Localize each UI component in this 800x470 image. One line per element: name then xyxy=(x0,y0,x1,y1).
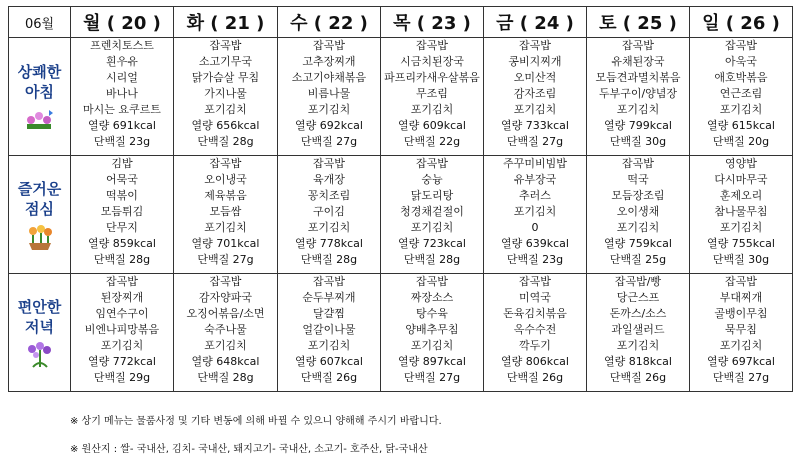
menu-item: 꽁치조림 xyxy=(307,189,351,202)
calorie-info: 열량 639kcal xyxy=(501,237,569,250)
menu-item: 닭도리탕 xyxy=(410,189,454,202)
meal-name-line1: 즐거운 xyxy=(17,179,62,198)
menu-item: 파프리카새우살볶음 xyxy=(384,71,480,84)
menu-item: 시리얼 xyxy=(106,71,138,84)
meal-label-breakfast xyxy=(9,38,71,156)
protein-info: 단백질 27g xyxy=(506,135,564,148)
header-row xyxy=(9,7,793,38)
protein-info: 단백질 27g xyxy=(403,371,461,384)
menu-item: 두부구이/양념장 xyxy=(598,87,678,100)
day-header-fri: 금 ( 24 ) xyxy=(484,7,587,38)
protein-info: 단백질 28g xyxy=(403,253,461,266)
menu-item: 주꾸미비빔밥 xyxy=(503,157,567,170)
calorie-info: 열량 778kcal xyxy=(295,237,363,250)
menu-item: 연근조림 xyxy=(719,87,763,100)
menu-item: 포기김치 xyxy=(513,205,557,218)
menu-item: 잡곡밥 xyxy=(209,39,242,52)
calorie-info: 열량 697kcal xyxy=(707,355,775,368)
menu-item: 마시는 요쿠르트 xyxy=(83,103,161,116)
menu-item: 탕수육 xyxy=(416,307,448,320)
protein-info: 단백질 28g xyxy=(197,371,254,384)
menu-cell-lunch-thu xyxy=(381,156,484,274)
menu-item: 닭가슴살 무침 xyxy=(191,71,260,84)
menu-item: 어묵국 xyxy=(106,173,138,186)
menu-item: 모듬쌈 xyxy=(209,205,242,218)
menu-item: 포기김치 xyxy=(410,103,454,116)
weekly-menu-table xyxy=(8,6,793,392)
menu-item: 포기김치 xyxy=(719,221,763,234)
menu-item: 흰우유 xyxy=(106,55,138,68)
menu-item: 단무지 xyxy=(106,221,138,234)
menu-item: 애호박볶음 xyxy=(714,71,768,84)
menu-cell-dinner-sun xyxy=(690,274,793,392)
meal-name-line2: 아침 xyxy=(25,82,54,101)
month-label: 06월 xyxy=(9,7,71,38)
menu-item: 포기김치 xyxy=(307,221,351,234)
menu-item: 얼갈이나물 xyxy=(302,323,356,336)
menu-item: 오징어볶음/소면 xyxy=(186,307,265,320)
meal-name-line2: 저녁 xyxy=(25,317,54,336)
menu-item: 모듬견과멸치볶음 xyxy=(595,71,681,84)
menu-item: 참나물무침 xyxy=(714,205,768,218)
note-origin: ※ 원산지 : 쌀- 국내산, 김치- 국내산, 돼지고기- 국내산, 소고기- 호주산, 닭-국내산 xyxy=(70,444,428,455)
menu-item: 잡곡밥 xyxy=(209,275,242,288)
menu-item: 임연수구이 xyxy=(95,307,149,320)
calorie-info: 열량 897kcal xyxy=(398,355,466,368)
menu-item: 오미산적 xyxy=(513,71,557,84)
menu-item: 숭늉 xyxy=(421,173,443,186)
menu-item: 감자조림 xyxy=(513,87,557,100)
menu-item: 무조림 xyxy=(416,87,448,100)
menu-item: 순두부찌개 xyxy=(302,291,356,304)
menu-item: 잡곡밥/빵 xyxy=(614,275,662,288)
menu-cell-breakfast-sun xyxy=(690,38,793,156)
menu-cell-dinner-mon xyxy=(71,274,174,392)
menu-item: 포기김치 xyxy=(204,221,247,234)
day-header-thu: 목 ( 23 ) xyxy=(381,7,484,38)
protein-info: 단백질 22g xyxy=(403,135,461,148)
protein-info: 단백질 28g xyxy=(197,135,254,148)
meal-row-dinner xyxy=(9,274,793,392)
day-header-wed: 수 ( 22 ) xyxy=(278,7,381,38)
day-header-tue: 화 ( 21 ) xyxy=(174,7,278,38)
menu-cell-dinner-thu xyxy=(381,274,484,392)
menu-item: 비름나물 xyxy=(307,87,351,100)
protein-info: 단백질 26g xyxy=(300,371,358,384)
menu-cell-breakfast-sat xyxy=(587,38,690,156)
menu-item: 당근스프 xyxy=(616,291,660,304)
menu-item: 콩비지찌개 xyxy=(508,55,562,68)
menu-item: 오이냉국 xyxy=(204,173,247,186)
menu-item: 포기김치 xyxy=(410,221,454,234)
menu-item: 프렌치토스트 xyxy=(90,39,154,52)
menu-item: 추러스 xyxy=(519,189,551,202)
menu-cell-lunch-wed xyxy=(278,156,381,274)
calorie-info: 열량 701kcal xyxy=(191,237,260,250)
protein-info: 단백질 20g xyxy=(712,135,770,148)
menu-item: 숙주나물 xyxy=(204,323,247,336)
meal-label-lunch xyxy=(9,156,71,274)
menu-item: 구이김 xyxy=(313,205,345,218)
menu-item: 청경채겉절이 xyxy=(400,205,464,218)
menu-item: 포기김치 xyxy=(719,339,763,352)
calorie-info: 열량 692kcal xyxy=(295,119,363,132)
menu-cell-lunch-sat xyxy=(587,156,690,274)
menu-item: 잡곡밥 xyxy=(416,39,448,52)
menu-item: 포기김치 xyxy=(719,103,763,116)
day-header-sat: 토 ( 25 ) xyxy=(587,7,690,38)
menu-item: 떡국 xyxy=(627,173,649,186)
menu-item: 된장찌개 xyxy=(100,291,144,304)
calorie-info: 열량 799kcal xyxy=(604,119,672,132)
protein-info: 단백질 23g xyxy=(93,135,151,148)
protein-info: 단백질 27g xyxy=(197,253,254,266)
menu-item: 잡곡밥 xyxy=(313,39,345,52)
menu-item: 양배추무침 xyxy=(405,323,459,336)
menu-item: 포기김치 xyxy=(204,339,247,352)
menu-item: 시금치된장국 xyxy=(400,55,464,68)
menu-item: 과일샐러드 xyxy=(611,323,665,336)
protein-info: 단백질 30g xyxy=(712,253,770,266)
menu-item: 오이생채 xyxy=(616,205,660,218)
menu-item: 육개장 xyxy=(313,173,345,186)
menu-item: 잡곡밥 xyxy=(622,157,654,170)
menu-item: 포기김치 xyxy=(616,221,660,234)
protein-info: 단백질 23g xyxy=(506,253,564,266)
notes xyxy=(70,414,442,470)
menu-cell-breakfast-tue xyxy=(174,38,278,156)
calorie-info: 열량 607kcal xyxy=(295,355,363,368)
menu-item: 유채된장국 xyxy=(611,55,665,68)
menu-item: 바나나 xyxy=(106,87,138,100)
menu-item: 달걀찜 xyxy=(313,307,345,320)
menu-cell-breakfast-thu xyxy=(381,38,484,156)
protein-info: 단백질 25g xyxy=(609,253,667,266)
menu-cell-lunch-mon xyxy=(71,156,174,274)
menu-item: 잡곡밥 xyxy=(519,39,551,52)
menu-item: 포기김치 xyxy=(616,103,660,116)
menu-item: 잡곡밥 xyxy=(313,157,345,170)
menu-item: 포기김치 xyxy=(204,103,247,116)
meal-name-line1: 상쾌한 xyxy=(17,62,62,81)
menu-item: 아욱국 xyxy=(725,55,757,68)
calorie-info: 열량 818kcal xyxy=(604,355,672,368)
protein-info: 단백질 26g xyxy=(609,371,667,384)
menu-cell-lunch-tue xyxy=(174,156,278,274)
menu-item: 고추장찌개 xyxy=(302,55,356,68)
calorie-info: 열량 733kcal xyxy=(501,119,569,132)
calorie-info: 열량 759kcal xyxy=(604,237,672,250)
menu-item: 잡곡밥 xyxy=(313,275,345,288)
menu-item: 소고기야채볶음 xyxy=(291,71,367,84)
protein-info: 단백질 28g xyxy=(93,253,151,266)
menu-item: 돈육김치볶음 xyxy=(503,307,567,320)
protein-info: 단백질 27g xyxy=(300,135,358,148)
menu-item: 옥수수전 xyxy=(513,323,557,336)
meal-name-line2: 점심 xyxy=(25,199,54,218)
day-header-sun: 일 ( 26 ) xyxy=(690,7,793,38)
menu-item: 모듬튀김 xyxy=(100,205,144,218)
calorie-info: 열량 615kcal xyxy=(707,119,775,132)
menu-item: 잡곡밥 xyxy=(416,157,448,170)
calorie-info: 열량 755kcal xyxy=(707,237,775,250)
menu-item: 다시마무국 xyxy=(714,173,768,186)
menu-item: 잡곡밥 xyxy=(416,275,448,288)
menu-item: 모듬장조림 xyxy=(611,189,665,202)
meal-label-dinner xyxy=(9,274,71,392)
menu-item: 잡곡밥 xyxy=(106,275,138,288)
menu-item: 부대찌개 xyxy=(719,291,763,304)
menu-item: 골뱅이무침 xyxy=(714,307,768,320)
meal-name-line1: 편안한 xyxy=(17,297,62,316)
menu-item: 잡곡밥 xyxy=(725,39,757,52)
calorie-info: 열량 723kcal xyxy=(398,237,466,250)
menu-item: 돈까스/소스 xyxy=(609,307,667,320)
menu-item: 포기김치 xyxy=(307,339,351,352)
menu-item: 묵무침 xyxy=(725,323,757,336)
flower-icon xyxy=(9,341,70,369)
menu-item: 비엔나피망볶음 xyxy=(84,323,160,336)
menu-item: 감자양파국 xyxy=(198,291,253,304)
menu-cell-dinner-fri xyxy=(484,274,587,392)
menu-item: 훈제오리 xyxy=(719,189,763,202)
calorie-info: 열량 772kcal xyxy=(88,355,156,368)
note-change-notice: ※ 상기 메뉴는 물품사정 및 기타 변동에 의해 바뀔 수 있으니 양해해 주시기 바랍니다. xyxy=(70,416,442,427)
protein-info: 단백질 29g xyxy=(93,371,151,384)
menu-item: 잡곡밥 xyxy=(209,157,242,170)
menu-item: 잡곡밥 xyxy=(725,275,757,288)
menu-item: 포기김치 xyxy=(616,339,660,352)
protein-info: 단백질 27g xyxy=(712,371,770,384)
menu-item: 짜장소스 xyxy=(410,291,454,304)
menu-item: 유부장국 xyxy=(513,173,557,186)
menu-cell-dinner-wed xyxy=(278,274,381,392)
menu-item: 영양밥 xyxy=(725,157,757,170)
menu-cell-breakfast-fri xyxy=(484,38,587,156)
menu-cell-breakfast-mon xyxy=(71,38,174,156)
flower-icon xyxy=(9,106,70,132)
menu-item: 가지나물 xyxy=(204,87,247,100)
menu-cell-dinner-sat xyxy=(587,274,690,392)
calorie-info: 열량 609kcal xyxy=(398,119,466,132)
protein-info: 단백질 28g xyxy=(300,253,358,266)
protein-info: 단백질 26g xyxy=(506,371,564,384)
menu-item: 포기김치 xyxy=(513,103,557,116)
menu-cell-lunch-sun xyxy=(690,156,793,274)
menu-item: 잡곡밥 xyxy=(622,39,654,52)
calorie-info: 열량 859kcal xyxy=(88,237,156,250)
protein-info: 단백질 30g xyxy=(609,135,667,148)
menu-cell-breakfast-wed xyxy=(278,38,381,156)
menu-item: 포기김치 xyxy=(307,103,351,116)
menu-cell-lunch-fri xyxy=(484,156,587,274)
menu-item: 소고기무국 xyxy=(198,55,253,68)
menu-item: 미역국 xyxy=(519,291,551,304)
menu-item: 김밥 xyxy=(111,157,133,170)
menu-item: 떡볶이 xyxy=(106,189,138,202)
menu-item: 포기김치 xyxy=(100,339,144,352)
calorie-info: 열량 806kcal xyxy=(501,355,569,368)
calorie-info: 열량 656kcal xyxy=(191,119,260,132)
menu-item: 잡곡밥 xyxy=(519,275,551,288)
menu-item: 0 xyxy=(531,221,539,234)
meal-row-breakfast xyxy=(9,38,793,156)
flower-icon xyxy=(9,223,70,251)
menu-item: 포기김치 xyxy=(410,339,454,352)
calorie-info: 열량 691kcal xyxy=(88,119,156,132)
meal-row-lunch xyxy=(9,156,793,274)
menu-item: 깍두기 xyxy=(519,339,551,352)
day-header-mon: 월 ( 20 ) xyxy=(71,7,174,38)
menu-item: 제육볶음 xyxy=(204,189,247,202)
menu-cell-dinner-tue xyxy=(174,274,278,392)
calorie-info: 열량 648kcal xyxy=(191,355,260,368)
